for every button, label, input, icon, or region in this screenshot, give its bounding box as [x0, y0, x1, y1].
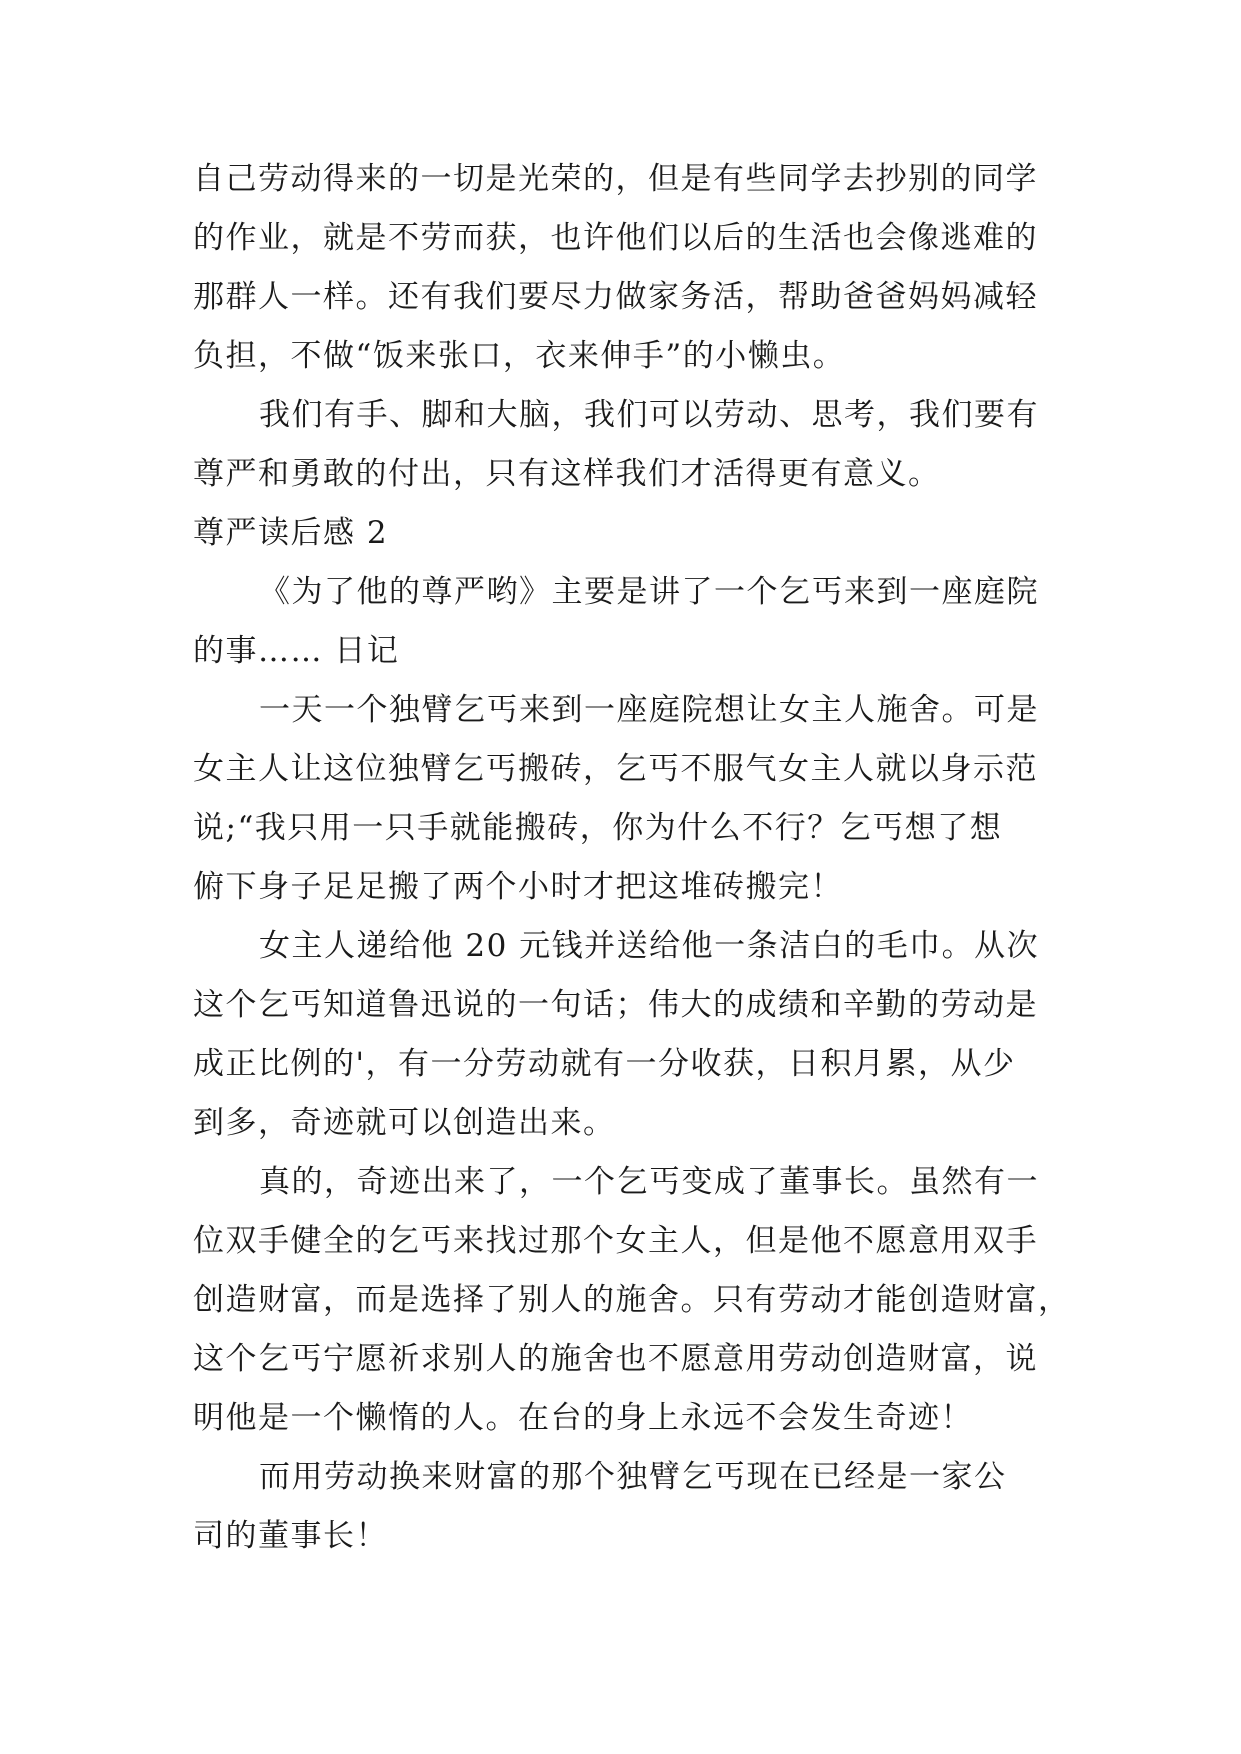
text-line: 女主人递给他 20 元钱并送给他一条洁白的毛巾。从次: [259, 928, 1040, 964]
text-line: 明他是一个懒惰的人。在台的身上永远不会发生奇迹！: [193, 1400, 973, 1436]
text-line: 的作业，就是不劳而获，也许他们以后的生活也会像逃难的: [193, 220, 1038, 256]
text-line: 我们有手、脚和大脑，我们可以劳动、思考，我们要有: [259, 397, 1039, 433]
text-line: 《为了他的尊严哟》主要是讲了一个乞丐来到一座庭院: [259, 574, 1039, 610]
text-line: 女主人让这位独臂乞丐搬砖，乞丐不服气女主人就以身示范: [193, 751, 1038, 787]
text-line: 而用劳动换来财富的那个独臂乞丐现在已经是一家公: [259, 1459, 1007, 1495]
paragraph: [193, 1448, 1053, 1566]
section-title: 尊严读后感 2: [193, 515, 389, 551]
paragraph: [193, 1153, 1071, 1448]
text-line: 创造财富，而是选择了别人的施舍。只有劳动才能创造财富，: [193, 1282, 1071, 1318]
text-line: 尊严和勇敢的付出，只有这样我们才活得更有意义。: [193, 456, 941, 492]
text-line: 的事…… 日记: [193, 633, 400, 669]
text-line: 说;“我只用一只手就能搬砖，你为什么不行？乞丐想了想: [193, 810, 1003, 846]
paragraph: [193, 563, 1053, 681]
text-line: 俯下身子足足搬了两个小时才把这堆砖搬完！: [193, 869, 843, 905]
text-line: 自己劳动得来的一切是光荣的，但是有些同学去抄别的同学: [193, 161, 1038, 197]
text-line: 那群人一样。还有我们要尽力做家务活，帮助爸爸妈妈减轻: [193, 279, 1038, 315]
document-body: [193, 150, 1071, 1566]
text-line: 司的董事长！: [193, 1518, 388, 1554]
text-line: 负担，不做“饭来张口，衣来伸手”的小懒虫。: [193, 338, 846, 374]
text-line: 真的，奇迹出来了，一个乞丐变成了董事长。虽然有一: [259, 1164, 1039, 1200]
paragraph: [193, 150, 1053, 386]
paragraph: [193, 386, 1053, 504]
text-line: 位双手健全的乞丐来找过那个女主人，但是他不愿意用双手: [193, 1223, 1038, 1259]
paragraph: [193, 681, 1053, 917]
text-line: 这个乞丐知道鲁迅说的一句话；伟大的成绩和辛勤的劳动是: [193, 987, 1038, 1023]
text-line: 一天一个独臂乞丐来到一座庭院想让女主人施舍。可是: [259, 692, 1039, 728]
paragraph: [193, 917, 1053, 1153]
text-line: 这个乞丐宁愿祈求别人的施舍也不愿意用劳动创造财富，说: [193, 1341, 1038, 1377]
text-line: 成正比例的'，有一分劳动就有一分收获，日积月累，从少: [193, 1046, 1016, 1082]
text-line: 到多，奇迹就可以创造出来。: [193, 1105, 616, 1141]
